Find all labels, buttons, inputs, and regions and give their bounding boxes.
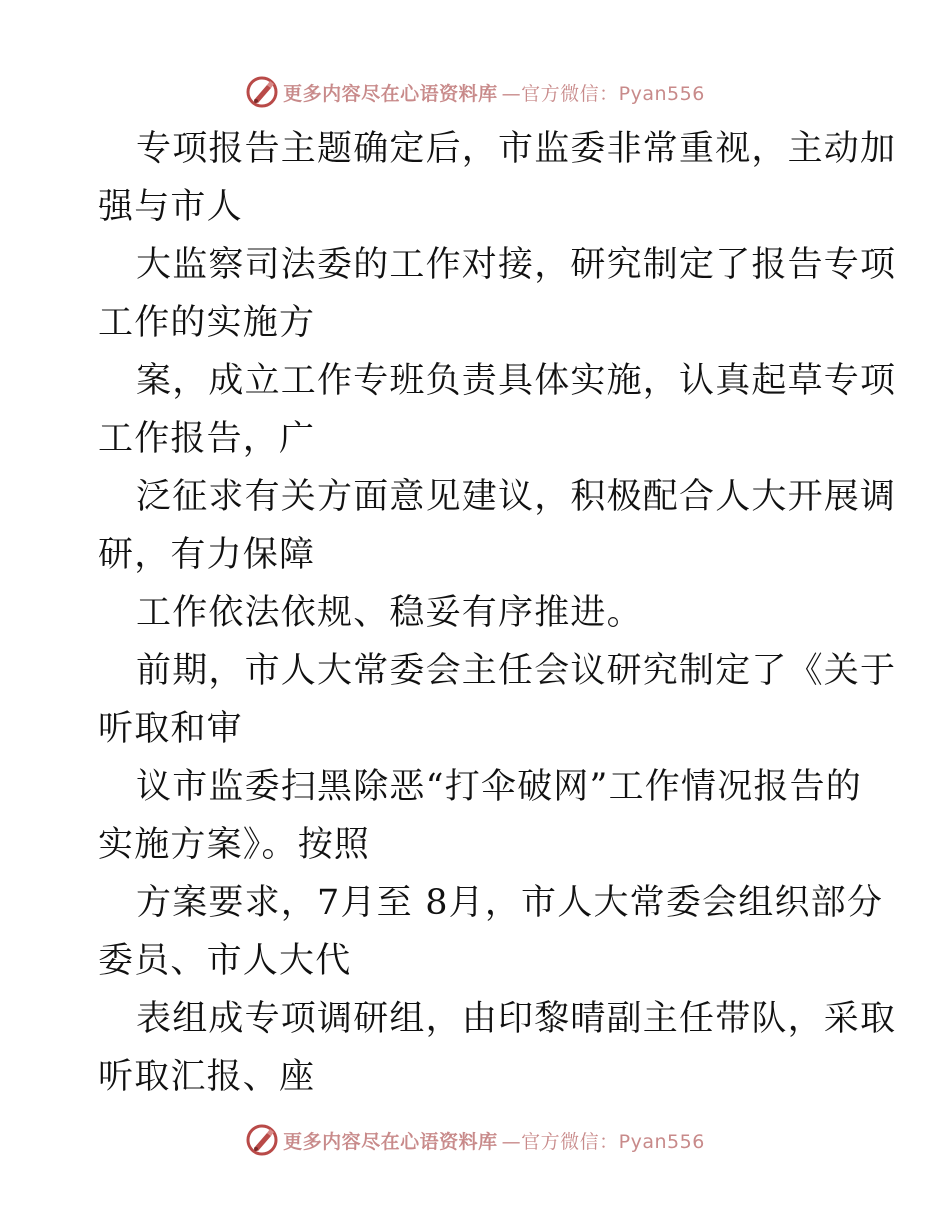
text-line: 大监察司法委的工作对接，研究制定了报告专项	[136, 245, 897, 285]
header-banner-text: 更多内容尽在心语资料库	[283, 82, 498, 105]
text-line: 听取和审	[98, 709, 243, 749]
text-line: 表组成专项调研组，由印黎晴副主任带队，采取	[136, 999, 897, 1039]
text-line: 议市监委扫黑除恶“打伞破网”工作情况报告的	[136, 767, 862, 807]
pen-circle-logo-icon	[245, 75, 279, 109]
text-line: 工作报告，广	[98, 419, 316, 459]
header-banner-contact: —官方微信：Pyan556	[501, 82, 705, 105]
text-line: 实施方案》。按照	[98, 825, 371, 865]
text-line: 案，成立工作专班负责具体实施，认真起草专项	[136, 361, 897, 401]
text-line: 听取汇报、座	[98, 1057, 316, 1097]
text-line: 前期，市人大常委会主任会议研究制定了《关于	[136, 651, 897, 691]
text-line: 泛征求有关方面意见建议，积极配合人大开展调	[136, 477, 897, 517]
header-banner	[0, 72, 950, 112]
text-line: 强与市人	[98, 187, 243, 227]
text-line: 委员、市人大代	[98, 941, 352, 981]
text-line: 方案要求，7月至 8月，市人大常委会组织部分	[136, 883, 884, 923]
text-line: 工作的实施方	[98, 303, 316, 343]
footer-banner-contact: —官方微信：Pyan556	[501, 1130, 705, 1153]
text-line: 专项报告主题确定后，市监委非常重视，主动加	[136, 129, 897, 169]
footer-banner-text: 更多内容尽在心语资料库	[283, 1130, 498, 1153]
pen-circle-logo-icon	[245, 1123, 279, 1157]
footer-banner	[0, 1120, 950, 1160]
document-body	[98, 120, 897, 1106]
text-line: 工作依法依规、稳妥有序推进。	[136, 593, 643, 633]
text-line: 研，有力保障	[98, 535, 316, 575]
